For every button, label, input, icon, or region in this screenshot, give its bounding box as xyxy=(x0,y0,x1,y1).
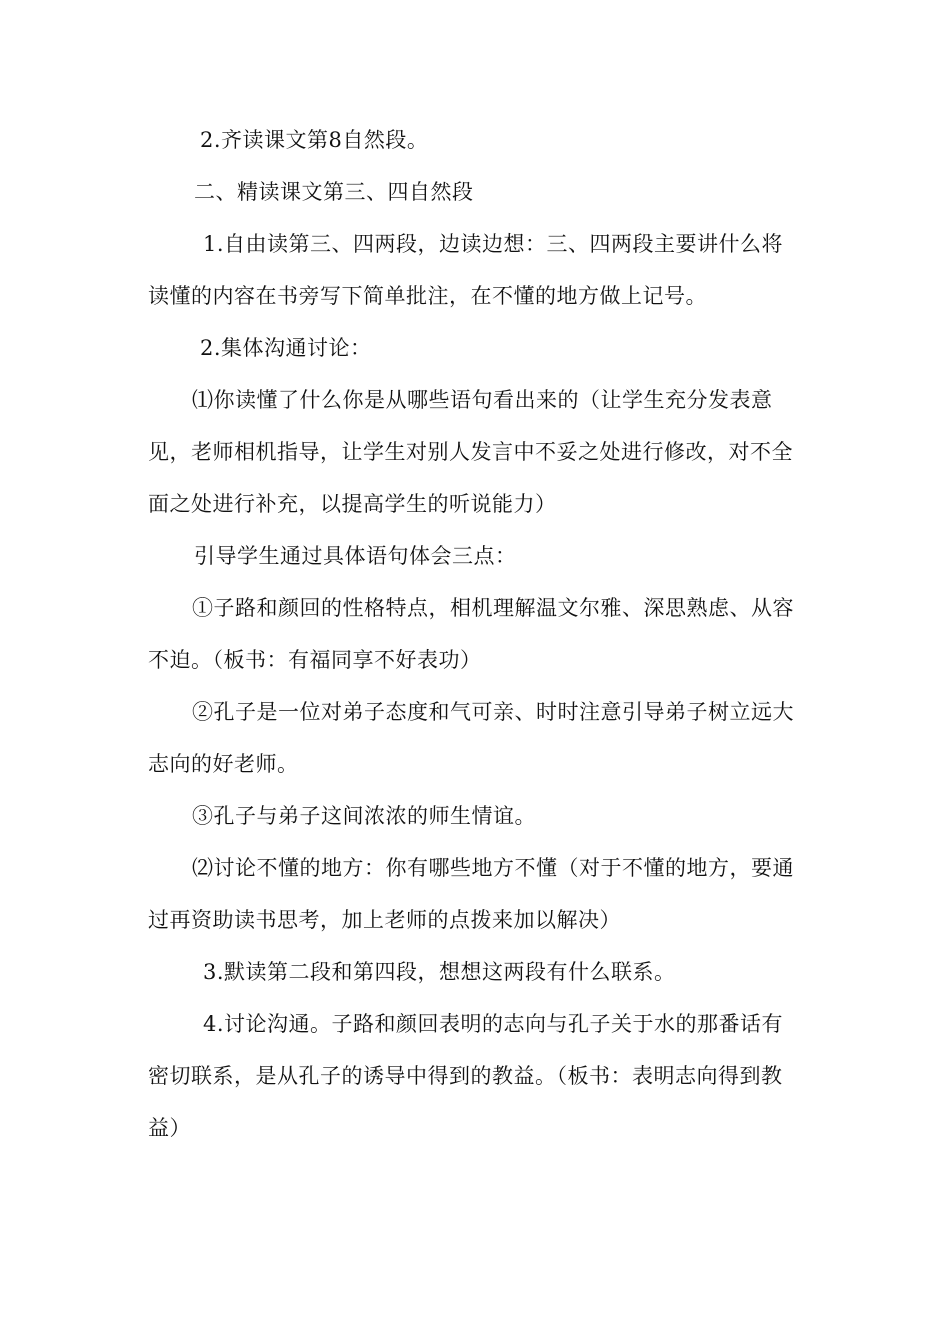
paragraph-silent-reading: 3.默读第二段和第四段，想想这两段有什么联系。 xyxy=(203,960,676,984)
paragraph-free-reading: 1.自由读第三、四两段，边读边想：三、四两段主要讲什么将读懂的内容在书旁写下简单批注，在不懂的地方做上记号。 xyxy=(148,232,784,308)
paragraph-point-two: ②孔子是一位对弟子态度和气可亲、时时注意引导弟子树立远大志向的好老师。 xyxy=(148,700,794,776)
paragraph-discussion-summary: 4.讨论沟通。子路和颜回表明的志向与孔子关于水的那番话有密切联系，是从孔子的诱导中得到的教益。（板书：表明志向得到教益） xyxy=(148,1012,784,1140)
paragraph-point-one: ①子路和颜回的性格特点，相机理解温文尔雅、深思熟虑、从容不迫。（板书：有福同享不好表功） xyxy=(148,596,794,672)
paragraph-point-three: ③孔子与弟子这间浓浓的师生情谊。 xyxy=(192,804,536,828)
paragraph-group-discussion: 2.集体沟通讨论： xyxy=(200,336,372,360)
paragraph-not-understood: ⑵讨论不懂的地方：你有哪些地方不懂（对于不懂的地方，要通过再资助读书思考，加上老师的点拨来加以解决） xyxy=(148,856,794,932)
paragraph-choral-reading: 2.齐读课文第8自然段。 xyxy=(200,128,429,152)
section-heading-close-reading: 二、精读课文第三、四自然段 xyxy=(194,180,474,204)
paragraph-three-points: 引导学生通过具体语句体会三点： xyxy=(194,544,517,568)
paragraph-what-understood: ⑴你读懂了什么你是从哪些语句看出来的（让学生充分发表意见，老师相机指导，让学生对别人发言中不妥之处进行修改，对不全面之处进行补充，以提高学生的听说能力） xyxy=(148,388,793,516)
